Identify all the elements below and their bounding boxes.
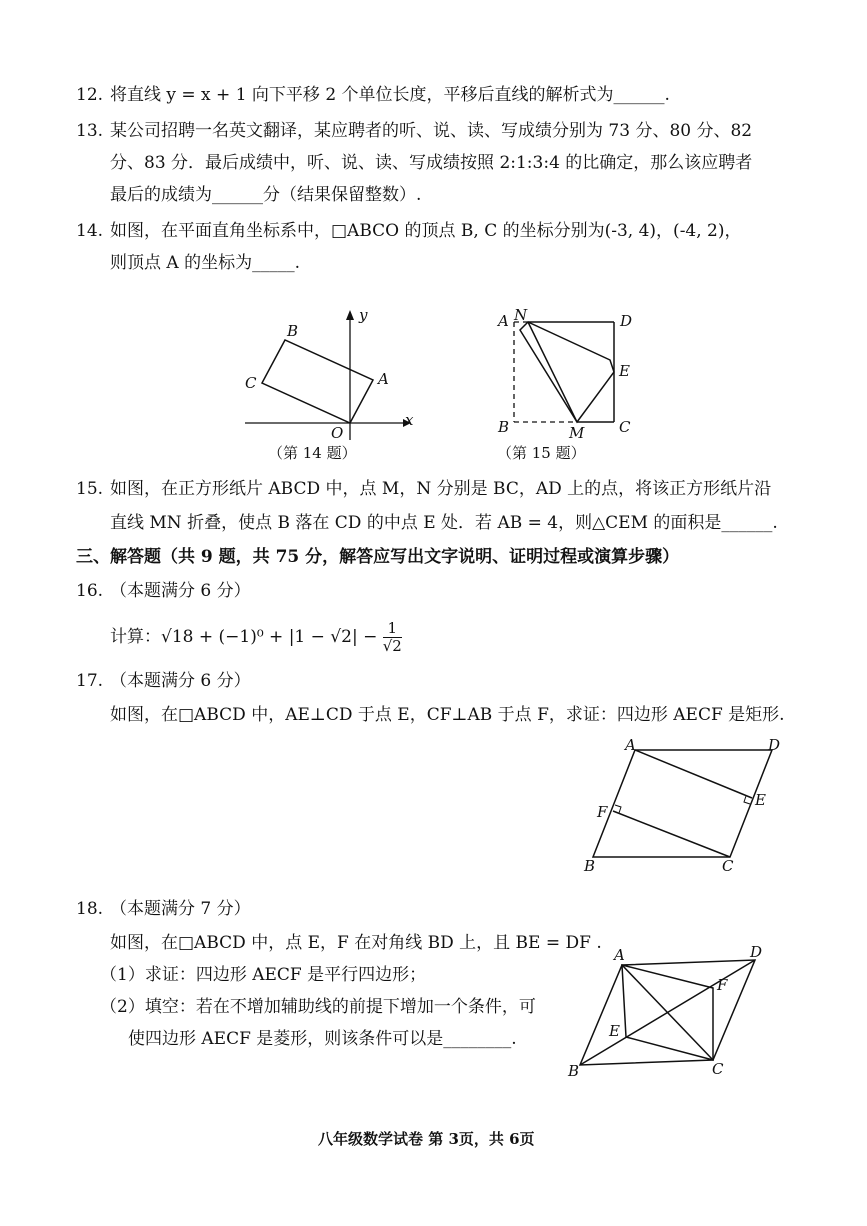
q16-fraction: [383, 620, 402, 655]
fig14-caption: （第 14 题）: [268, 444, 357, 462]
fig15-caption: （第 15 题）: [497, 444, 586, 462]
fig18-label-a: A: [614, 946, 625, 964]
figure-17: [580, 735, 800, 880]
q18-points: （本题满分 7 分）: [110, 899, 251, 919]
q13-line3: 最后的成绩为______分（结果保留整数）.: [110, 185, 422, 205]
fold-line-mn: [528, 322, 577, 422]
fig14-label-y: y: [359, 306, 368, 324]
q13-line2: 分、83 分．最后成绩中，听、说、读、写成绩按照 2:1:3:4 的比确定，那么该应聘者: [110, 153, 753, 173]
q17-number: 17.: [76, 671, 104, 691]
fig17-label-b: B: [584, 857, 596, 875]
q18-part2b: 使四边形 AECF 是菱形，则该条件可以是________.: [128, 1029, 517, 1049]
q16-expression: [110, 620, 402, 655]
q18-part2a: （2）填空：若在不增加辅助线的前提下增加一个条件，可: [100, 997, 536, 1017]
q14-line2: 则顶点 A 的坐标为_____.: [110, 253, 300, 273]
q16-number: 16.: [76, 581, 104, 601]
fig14-label-c: C: [245, 374, 257, 392]
q18-number: 18.: [76, 899, 104, 919]
parallelogram-abcd: [593, 750, 772, 857]
y-axis-arrow: [346, 310, 354, 320]
q12-number: 12.: [76, 85, 104, 105]
fig17-label-a: A: [625, 736, 636, 754]
q14-number: 14.: [76, 221, 104, 241]
segment-ae: [635, 750, 752, 798]
folded-quadrilateral: [520, 322, 614, 422]
fig15-label-d: D: [620, 312, 633, 330]
q14-line1: 如图，在平面直角坐标系中，□ABCO 的顶点 B, C 的坐标分别为(-3, 4)，(-4, 2)，: [110, 221, 742, 241]
fig17-label-d: D: [768, 736, 781, 754]
q13-number: 13.: [76, 121, 104, 141]
fig18-label-e: E: [609, 1022, 620, 1040]
fig15-label-a: A: [498, 312, 509, 330]
figure-14: [235, 300, 425, 445]
q18-part1: （1）求证：四边形 AECF 是平行四边形；: [100, 965, 427, 985]
q15-line2: 直线 MN 折叠，使点 B 落在 CD 的中点 E 处．若 AB = 4，则△CEM 的面积是______.: [110, 513, 778, 533]
q16-points: （本题满分 6 分）: [110, 581, 251, 601]
fig15-label-e: E: [619, 362, 630, 380]
q12-text: 将直线 y = x + 1 向下平移 2 个单位长度，平移后直线的解析式为______.: [110, 85, 670, 105]
q16-expression-prefix: 计算：√18 + (−1)⁰ + |1 − √2| −: [110, 627, 378, 647]
segment-cf: [613, 811, 730, 857]
fig15-label-c: C: [619, 418, 631, 436]
section-3-heading: 三、解答题（共 9 题，共 75 分，解答应写出文字说明、证明过程或演算步骤）: [76, 547, 680, 567]
fig17-label-f: F: [597, 803, 608, 821]
diagonal-ac: [622, 965, 713, 1060]
fig17-label-c: C: [722, 857, 734, 875]
q16-fraction-denominator: √2: [382, 637, 402, 655]
fig14-label-x: x: [405, 411, 414, 429]
page-footer: 八年级数学试卷 第 3页，共 6页: [318, 1130, 535, 1148]
q18-line1: 如图，在□ABCD 中，点 E，F 在对角线 BD 上，且 BE = DF .: [110, 933, 602, 953]
fig18-label-c: C: [712, 1060, 724, 1078]
figure-18: [560, 940, 775, 1080]
fig18-label-f: F: [717, 976, 728, 994]
q17-points: （本题满分 6 分）: [110, 671, 251, 691]
q13-line1: 某公司招聘一名英文翻译，某应聘者的听、说、读、写成绩分别为 73 分、80 分、82: [110, 121, 753, 141]
parallelogram-abco: [262, 340, 373, 423]
q16-fraction-numerator: 1: [383, 620, 402, 638]
fig17-label-e: E: [755, 791, 766, 809]
fig18-label-b: B: [568, 1062, 580, 1080]
fig15-label-n: N: [514, 306, 528, 324]
fig14-label-b: B: [287, 322, 299, 340]
q15-number: 15.: [76, 479, 104, 499]
figure-15: [490, 300, 650, 445]
fig14-label-a: A: [378, 370, 389, 388]
q15-line1: 如图，在正方形纸片 ABCD 中，点 M，N 分别是 BC，AD 上的点，将该正方形纸片沿: [110, 479, 772, 499]
q17-text: 如图，在□ABCD 中，AE⊥CD 于点 E，CF⊥AB 于点 F，求证：四边形 AECF 是矩形.: [110, 705, 785, 725]
fig15-label-m: M: [569, 424, 585, 442]
fig18-label-d: D: [750, 943, 763, 961]
fig14-label-o: O: [331, 424, 344, 442]
fig15-label-b: B: [498, 418, 510, 436]
